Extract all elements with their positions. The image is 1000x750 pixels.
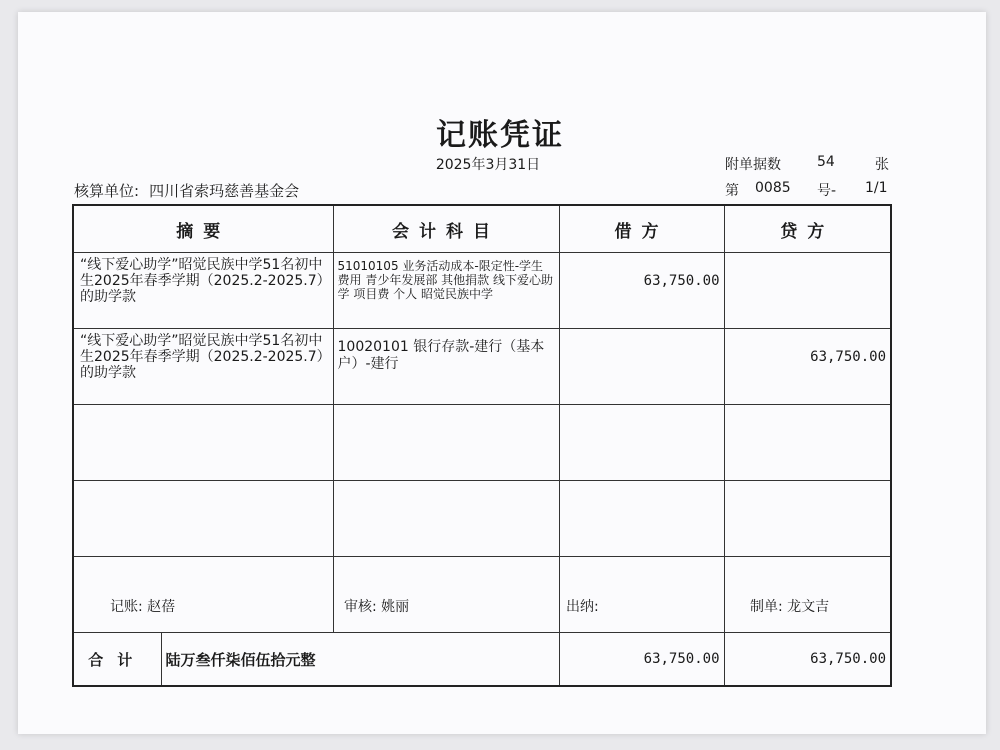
row-credit: [724, 405, 891, 481]
page-indicator: 1/1: [865, 180, 888, 196]
cashier-signature: [566, 596, 599, 616]
row-account: [333, 481, 559, 557]
row-account: 10020101 银行存款-建行（基本户）-建行: [333, 329, 559, 405]
row-credit: 63,750.00: [724, 329, 891, 405]
preparer-signature: [750, 596, 829, 616]
unit-name: 四川省索玛慈善基金会: [149, 182, 300, 200]
row-summary: [73, 557, 333, 633]
preparer-label: 制单:: [750, 599, 783, 615]
header-debit: 借方: [559, 205, 724, 253]
header-summary: 摘要: [73, 205, 333, 253]
bookkeeper-name: 赵蓓: [147, 599, 176, 615]
preparer-name: 龙文吉: [787, 599, 830, 615]
reviewer-label: 审核:: [344, 599, 377, 615]
row-credit: [724, 481, 891, 557]
table-row: [73, 253, 891, 329]
row-account: [333, 557, 559, 633]
row-account: [333, 405, 559, 481]
reviewer-signature: [344, 596, 409, 616]
total-row: [73, 633, 891, 687]
row-summary: “线下爱心助学”昭觉民族中学51名初中生2025年春季学期（2025.2-2025.7）的助学款: [73, 329, 333, 405]
attachments-count: 54: [817, 154, 835, 170]
bookkeeper-signature: [110, 596, 175, 616]
table-row: [73, 481, 891, 557]
row-credit: [724, 253, 891, 329]
row-debit: [559, 329, 724, 405]
attachments-unit: 张: [875, 157, 889, 173]
header-row: [73, 205, 891, 253]
row-account: 51010105 业务活动成本-限定性-学生费用 青少年发展部 其他捐款 线下爱心助学 项目费 个人 昭觉民族中学: [333, 253, 559, 329]
number-suffix: 号-: [817, 183, 837, 199]
row-debit: 63,750.00: [559, 253, 724, 329]
table-row: [73, 405, 891, 481]
cashier-label: 出纳:: [566, 599, 599, 615]
row-debit: [559, 405, 724, 481]
table-row: [73, 329, 891, 405]
row-summary: [73, 405, 333, 481]
table-row: [73, 557, 891, 633]
row-summary: “线下爱心助学”昭觉民族中学51名初中生2025年春季学期（2025.2-2025.7）的助学款: [73, 253, 333, 329]
bookkeeper-label: 记账:: [110, 599, 143, 615]
total-credit: 63,750.00: [724, 633, 891, 687]
unit-label: 核算单位:: [74, 182, 140, 200]
row-debit: [559, 481, 724, 557]
total-amount-words: 陆万叁仟柒佰伍拾元整: [161, 633, 559, 687]
accounting-unit: [74, 180, 299, 201]
reviewer-name: 姚丽: [381, 599, 410, 615]
row-debit: [559, 557, 724, 633]
voucher-date: 2025年3月31日: [435, 157, 541, 173]
voucher-number: 0085: [755, 180, 791, 196]
row-summary: [73, 481, 333, 557]
total-label: 合计: [73, 633, 161, 687]
total-debit: 63,750.00: [559, 633, 724, 687]
header-account: 会计科目: [333, 205, 559, 253]
header-credit: 贷方: [724, 205, 891, 253]
row-credit: [724, 557, 891, 633]
attachments-label: 附单据数: [725, 157, 781, 173]
number-prefix: 第: [725, 183, 739, 199]
voucher-title: 记账凭证: [436, 118, 564, 153]
